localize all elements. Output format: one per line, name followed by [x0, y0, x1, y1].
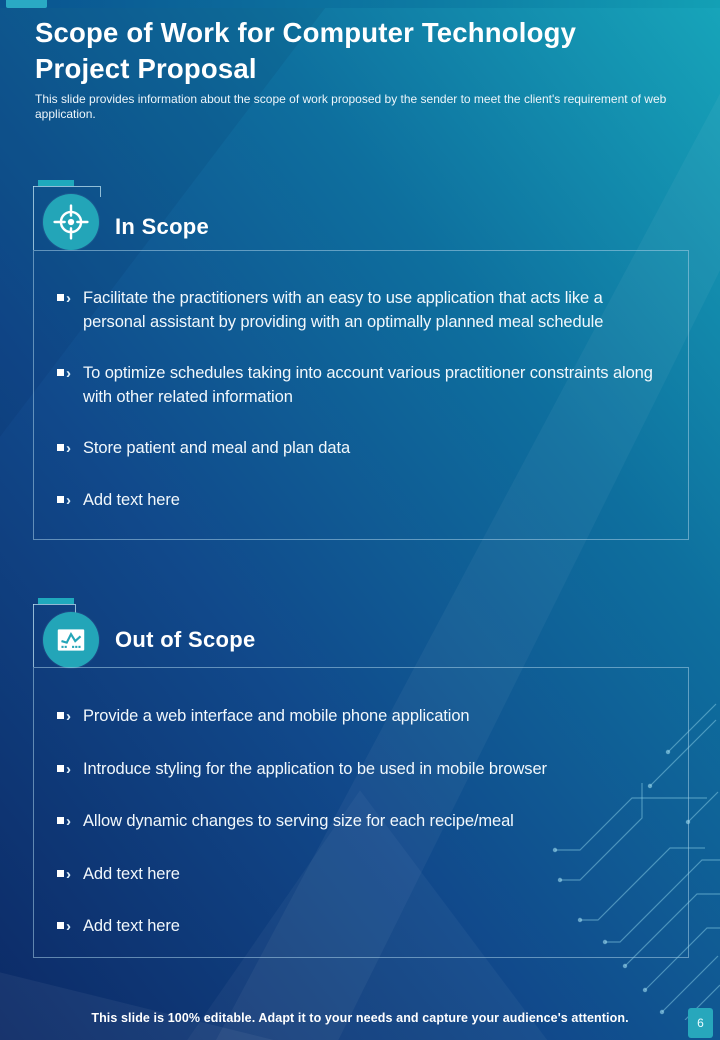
list-item — [61, 915, 664, 939]
page-title: Scope of Work for Computer Technology Project Proposal — [35, 17, 577, 84]
in-scope-heading: In Scope — [115, 214, 210, 239]
list-item — [61, 705, 664, 729]
list-item — [61, 810, 664, 834]
bullet-marker-icon: › — [57, 437, 83, 458]
bullet-text: Provide a web interface and mobile phone application — [83, 707, 470, 725]
bullet-marker-icon: › — [57, 810, 83, 831]
out-of-scope-list — [34, 668, 688, 939]
page-subtitle: This slide provides information about the scope of work proposed by the sender to meet the client's requirement of web application. — [35, 92, 667, 121]
bullet-text: Add text here — [83, 864, 180, 883]
bullet-marker-icon: › — [57, 758, 83, 779]
bullet-text: Introduce styling for the application to be used in mobile browser — [83, 759, 547, 778]
list-item — [61, 758, 664, 782]
bullet-marker-icon: › — [57, 705, 83, 726]
bullet-marker-icon: › — [57, 489, 83, 510]
out-of-scope-box — [33, 667, 689, 958]
bullet-text: Add text here — [83, 490, 180, 509]
page-number: 6 — [697, 1016, 704, 1030]
out-of-scope-tab-connector — [33, 604, 34, 667]
monitor-chart-icon — [53, 622, 89, 658]
bullet-marker-icon: › — [57, 863, 83, 884]
bullet-marker-icon: › — [57, 362, 83, 383]
bullet-text: Facilitate the practitioners with an easy to use application that acts like a personal assistant by providing with an optimally planned meal schedule — [83, 289, 604, 331]
list-item — [61, 863, 664, 887]
bullet-text: Add text here — [83, 917, 180, 935]
in-scope-tab-connector — [33, 186, 34, 250]
bullet-text: Allow dynamic changes to serving size for each recipe/meal — [83, 812, 514, 830]
footer-note: This slide is 100% editable. Adapt it to your needs and capture your audience's attention. — [91, 1011, 629, 1025]
top-accent-bar — [0, 0, 720, 8]
out-of-scope-heading: Out of Scope — [115, 627, 256, 652]
bullet-text: Store patient and meal and plan data — [83, 439, 351, 457]
target-icon — [53, 204, 89, 240]
bullet-marker-icon: › — [57, 287, 83, 308]
list-item — [61, 287, 664, 334]
out-of-scope-icon-circle — [43, 612, 99, 668]
in-scope-box — [33, 250, 689, 540]
list-item — [61, 362, 664, 409]
top-accent-highlight — [6, 0, 47, 8]
list-item — [61, 437, 664, 461]
page-number-badge — [688, 1008, 713, 1038]
list-item — [61, 489, 664, 513]
bullet-text: To optimize schedules taking into account various practitioner constraints along with other related information — [83, 364, 653, 406]
in-scope-list — [34, 251, 688, 512]
in-scope-icon-circle — [43, 194, 99, 250]
bullet-marker-icon: › — [57, 915, 83, 936]
